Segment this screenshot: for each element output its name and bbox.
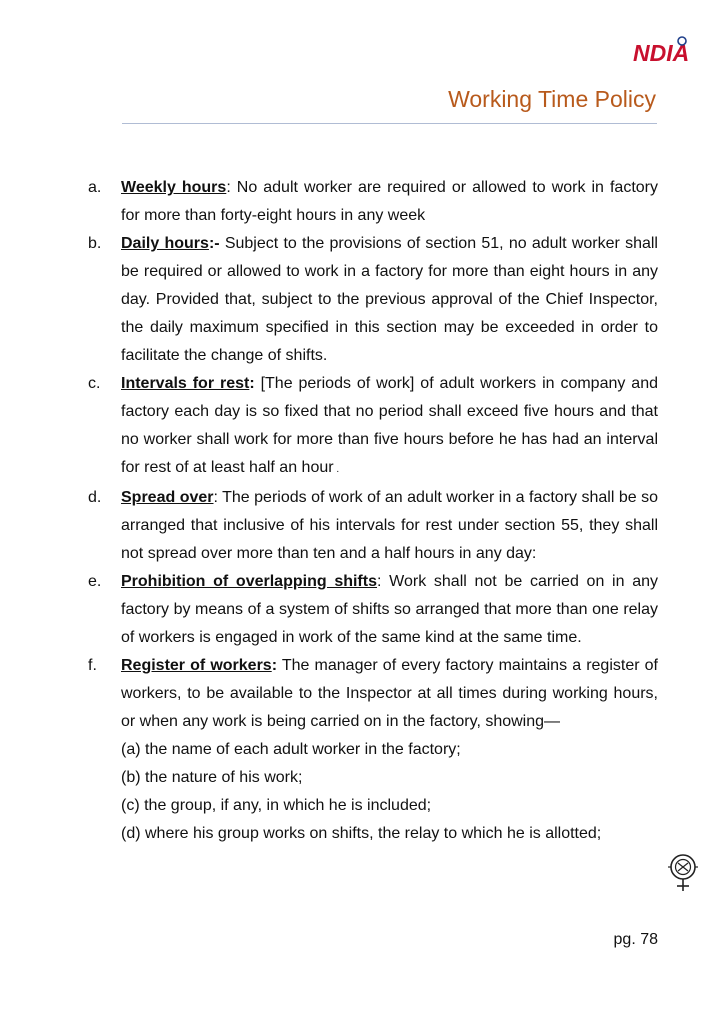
list-item (88, 484, 658, 568)
item-marker: b. (88, 235, 102, 252)
ndia-logo (632, 34, 696, 70)
list-item (88, 370, 658, 484)
sub-list-item: (d) where his group works on shifts, the relay to which he is allotted; (121, 825, 602, 842)
item-body: The periods of work of an adult worker in a factory shall be so arranged that inclusive of his intervals for rest under section 55, they shall not spread over more than ten and a half hours in any day: (121, 489, 658, 562)
item-heading: Prohibition of overlapping shifts (121, 573, 377, 590)
item-text (121, 174, 658, 230)
item-body: No adult worker are required or allowed to work in factory for more than forty-eight hours in any week (121, 179, 658, 224)
item-body: The manager of every factory maintains a register of workers, to be available to the Inspector at all times during working hours, or when any work is being carried on in the factory, showing— (121, 657, 658, 730)
item-heading: Intervals for rest (121, 375, 250, 392)
item-body: Work shall not be carried on in any factory by means of a system of shifts so arranged that more than one relay of workers is engaged in work of the same kind at the same time. (121, 573, 659, 646)
page-title: Working Time Policy (448, 86, 656, 112)
list-item (88, 230, 658, 370)
policy-list (88, 174, 658, 848)
item-text (121, 230, 658, 370)
item-heading: Spread over (121, 489, 214, 506)
item-heading: Weekly hours (121, 179, 227, 196)
item-separator: :- (208, 235, 220, 252)
item-heading: Daily hours (121, 235, 209, 252)
header-divider (122, 123, 657, 124)
sub-list (121, 736, 658, 848)
item-body: [The periods of work] of adult workers in company and factory each day is so fixed that no period shall exceed five hours and that no worker shall work for more than five hours before he has had an interval for rest of at least half an hour (121, 375, 658, 476)
logo-text: NDIA (633, 40, 690, 66)
item-marker: d. (88, 489, 102, 506)
item-marker: a. (88, 179, 102, 196)
sub-list-item: (b) the nature of his work; (121, 769, 303, 786)
item-text (121, 568, 658, 652)
item-heading: Register of workers (121, 657, 272, 674)
item-text (121, 652, 658, 736)
item-text (121, 370, 658, 484)
item-separator: : (226, 179, 231, 196)
item-separator: : (377, 573, 382, 590)
item-body: Subject to the provisions of section 51, no adult worker shall be required or allowed to work in a factory for more than eight hours in any day. Provided that, subject to the previous approval of the Chief Inspector, the daily maximum specified in this section may be exceeded in order to facilitate the change of shifts. (121, 235, 658, 364)
list-item (88, 174, 658, 230)
item-marker: e. (88, 573, 102, 590)
item-marker: f. (88, 657, 97, 674)
item-separator: : (249, 375, 255, 392)
list-item (88, 652, 658, 848)
sub-list-item: (c) the group, if any, in which he is included; (121, 797, 432, 814)
list-item (88, 568, 658, 652)
item-separator: : (213, 489, 218, 506)
emblem-icon (667, 853, 699, 895)
sub-list-item: (a) the name of each adult worker in the factory; (121, 741, 461, 758)
item-marker: c. (88, 375, 101, 392)
item-text (121, 484, 658, 568)
item-trail: . (333, 464, 340, 475)
item-separator: : (271, 657, 278, 674)
page-number: pg. 78 (613, 931, 658, 948)
